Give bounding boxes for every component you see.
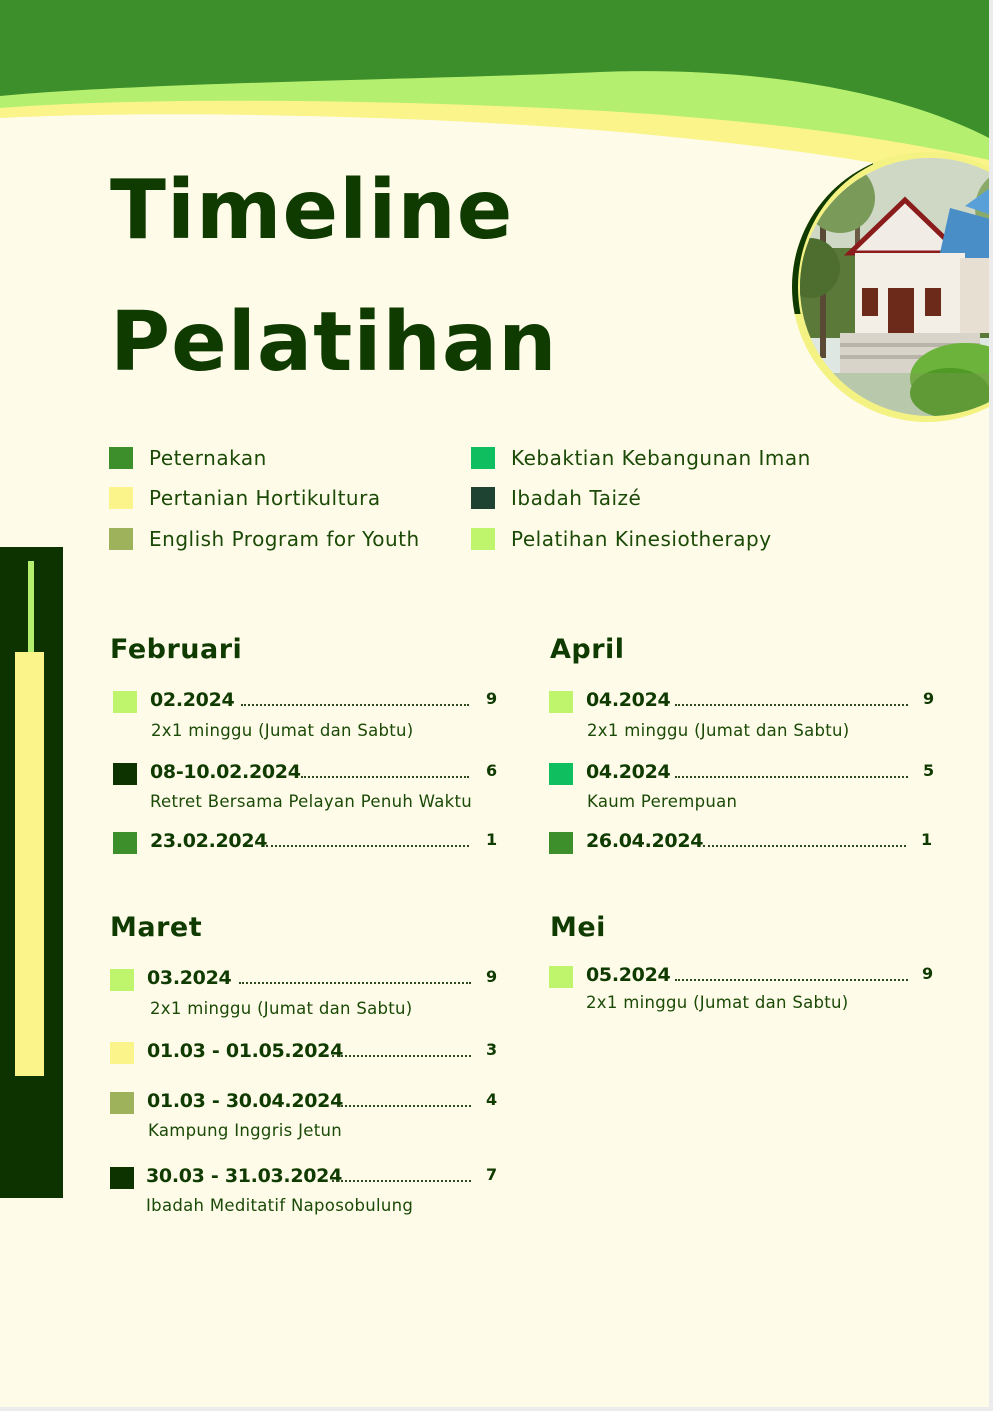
timeline-entry bbox=[549, 691, 939, 715]
legend-item-kebaktian bbox=[471, 446, 811, 470]
entry-count: 7 bbox=[486, 1165, 498, 1184]
timeline-entry bbox=[549, 763, 939, 787]
legend-swatch bbox=[109, 447, 133, 469]
timeline-entry bbox=[110, 969, 503, 993]
entry-date: 26.04.2024 bbox=[586, 830, 704, 852]
entry-date: 08-10.02.2024 bbox=[150, 761, 301, 783]
leader-dots bbox=[241, 704, 469, 706]
timeline-entry bbox=[549, 832, 939, 856]
leader-dots bbox=[703, 845, 906, 847]
entry-note: Kaum Perempuan bbox=[587, 792, 738, 811]
entry-swatch bbox=[549, 832, 573, 854]
timeline-entry bbox=[113, 763, 503, 787]
entry-count: 6 bbox=[486, 761, 498, 780]
legend-label: Pertanian Hortikultura bbox=[149, 486, 381, 510]
entry-count: 9 bbox=[486, 967, 498, 986]
leader-dots bbox=[239, 982, 471, 984]
legend-label: Ibadah Taizé bbox=[511, 486, 642, 510]
timeline-entry bbox=[113, 832, 503, 856]
entry-date: 03.2024 bbox=[147, 967, 232, 989]
legend-item-hortikultura bbox=[109, 486, 381, 510]
entry-swatch bbox=[110, 969, 134, 991]
entry-date: 02.2024 bbox=[150, 689, 235, 711]
timeline-entry bbox=[110, 1042, 503, 1066]
legend-swatch bbox=[471, 487, 495, 509]
entry-note: 2x1 minggu (Jumat dan Sabtu) bbox=[150, 999, 413, 1018]
entry-date: 04.2024 bbox=[586, 761, 671, 783]
entry-note: Kampung Inggris Jetun bbox=[148, 1121, 343, 1140]
leader-dots bbox=[332, 1055, 471, 1057]
entry-count: 4 bbox=[486, 1090, 498, 1109]
entry-count: 3 bbox=[486, 1040, 498, 1059]
entry-swatch bbox=[110, 1092, 134, 1114]
month-heading-april: April bbox=[550, 634, 625, 665]
entry-date: 05.2024 bbox=[586, 964, 671, 986]
entry-note: 2x1 minggu (Jumat dan Sabtu) bbox=[587, 721, 850, 740]
month-heading-februari: Februari bbox=[110, 634, 243, 665]
timeline-entry bbox=[113, 691, 503, 715]
month-heading-maret: Maret bbox=[110, 912, 203, 943]
entry-swatch bbox=[549, 966, 573, 988]
page-title-line1: Timeline bbox=[110, 163, 514, 258]
entry-swatch bbox=[110, 1042, 134, 1064]
legend-item-kinesio bbox=[471, 527, 772, 551]
timeline-entry bbox=[110, 1167, 503, 1191]
entry-count: 1 bbox=[486, 830, 498, 849]
entry-note: 2x1 minggu (Jumat dan Sabtu) bbox=[151, 721, 414, 740]
entry-count: 9 bbox=[922, 964, 934, 983]
entry-note: 2x1 minggu (Jumat dan Sabtu) bbox=[586, 993, 849, 1012]
legend-swatch bbox=[471, 447, 495, 469]
entry-count: 9 bbox=[486, 689, 498, 708]
entry-count: 1 bbox=[921, 830, 933, 849]
leader-dots bbox=[332, 1180, 471, 1182]
entry-swatch bbox=[110, 1167, 134, 1189]
entry-note: Retret Bersama Pelayan Penuh Waktu bbox=[150, 792, 472, 811]
entry-swatch bbox=[113, 763, 137, 785]
leader-dots bbox=[338, 1105, 471, 1107]
legend-swatch bbox=[109, 528, 133, 550]
timeline-entry bbox=[549, 966, 939, 990]
entry-swatch bbox=[113, 691, 137, 713]
legend-label: Pelatihan Kinesiotherapy bbox=[511, 527, 772, 551]
entry-swatch bbox=[549, 763, 573, 785]
timeline-entry bbox=[110, 1092, 503, 1116]
leader-dots bbox=[301, 776, 469, 778]
side-bar-accent-thick bbox=[15, 652, 44, 1076]
entry-count: 5 bbox=[923, 761, 935, 780]
side-bar-accent-thin bbox=[28, 561, 34, 653]
leader-dots bbox=[675, 776, 908, 778]
entry-count: 9 bbox=[923, 689, 935, 708]
header-wave bbox=[0, 0, 989, 190]
entry-note: Ibadah Meditatif Naposobulung bbox=[146, 1196, 414, 1215]
entry-date: 23.02.2024 bbox=[150, 830, 268, 852]
leader-dots bbox=[675, 979, 908, 981]
entry-date: 04.2024 bbox=[586, 689, 671, 711]
legend-item-english bbox=[109, 527, 420, 551]
legend-label: Kebaktian Kebangunan Iman bbox=[511, 446, 811, 470]
leader-dots bbox=[675, 704, 908, 706]
month-heading-mei: Mei bbox=[550, 912, 606, 943]
legend-item-peternakan bbox=[109, 446, 267, 470]
entry-swatch bbox=[549, 691, 573, 713]
legend-label: Peternakan bbox=[149, 446, 267, 470]
legend-item-taize bbox=[471, 486, 641, 510]
legend-label: English Program for Youth bbox=[149, 527, 420, 551]
entry-swatch bbox=[113, 832, 137, 854]
entry-date: 01.03 - 30.04.2024 bbox=[147, 1090, 344, 1112]
page-title-line2: Pelatihan bbox=[110, 295, 558, 390]
entry-date: 01.03 - 01.05.2024 bbox=[147, 1040, 344, 1062]
legend-swatch bbox=[471, 528, 495, 550]
legend-swatch bbox=[109, 487, 133, 509]
leader-dots bbox=[266, 845, 469, 847]
entry-date: 30.03 - 31.03.2024 bbox=[146, 1165, 343, 1187]
